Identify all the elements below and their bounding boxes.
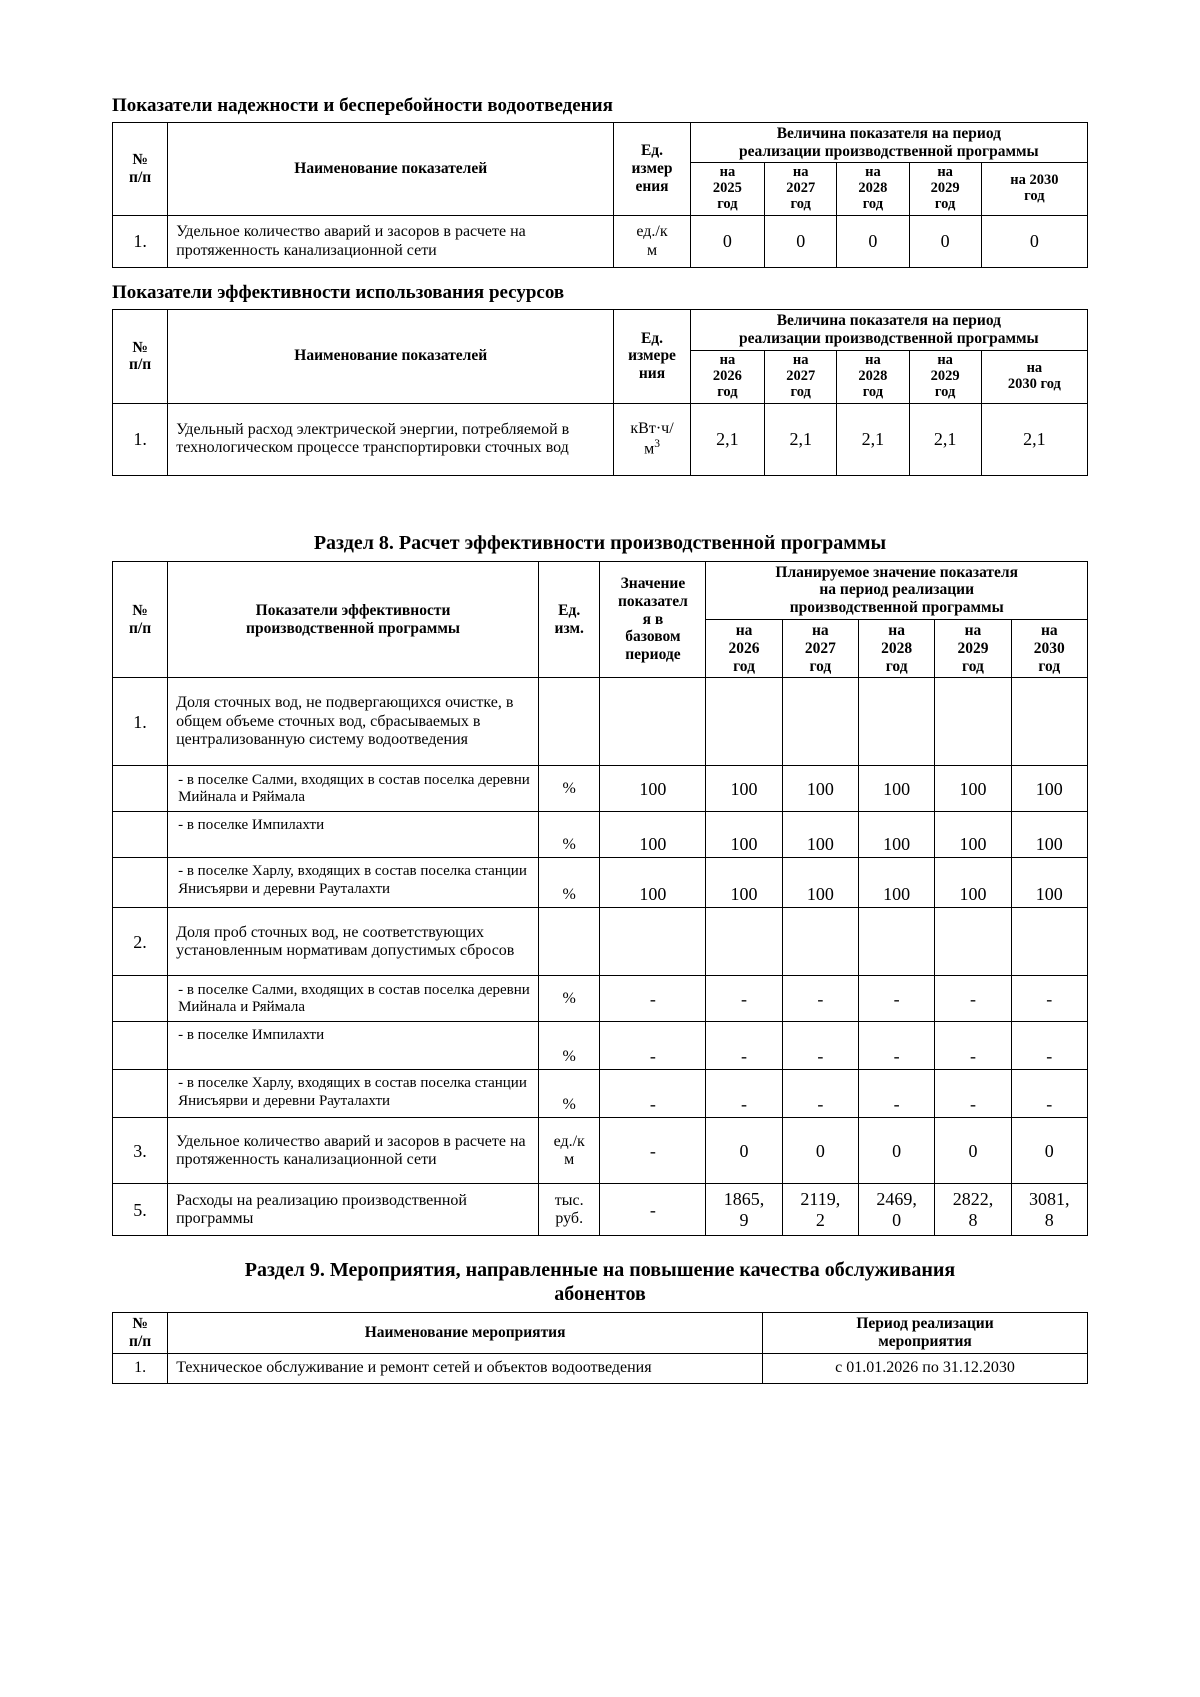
header-num: № п/п xyxy=(113,561,168,678)
row-index xyxy=(113,1022,168,1070)
row-index xyxy=(113,812,168,858)
row-index: 1. xyxy=(113,216,168,268)
row-value-2028: 0 xyxy=(859,1118,935,1184)
row-value-2030: - xyxy=(1011,1070,1087,1118)
row-unit: % xyxy=(538,812,599,858)
header-year-2029: на 2029 год xyxy=(935,620,1011,678)
section9-title: Раздел 9. Мероприятия, направленные на повышение качества обслуживания абонентов xyxy=(244,1259,956,1306)
header-year-2029: на 2029 год xyxy=(909,163,981,216)
row-value-2026: 0 xyxy=(706,1118,782,1184)
header-indicator-name: Наименование показателей xyxy=(168,122,614,215)
row-index: 2. xyxy=(113,908,168,976)
row-index xyxy=(113,858,168,908)
header-year-2026: на 2026 год xyxy=(690,350,764,403)
header-year-2027: на 2027 год xyxy=(782,620,858,678)
row-name: - в поселке Салми, входящих в состав поселка деревни Мийнала и Ряймала xyxy=(168,766,539,812)
row-value-2029: - xyxy=(935,976,1011,1022)
row-base: - xyxy=(600,976,706,1022)
row-value-2028: 100 xyxy=(859,858,935,908)
header-year-2030: на 2030 год xyxy=(981,350,1087,403)
row-value-2026: - xyxy=(706,1070,782,1118)
section9-table xyxy=(112,1312,1088,1384)
row-value-2026: - xyxy=(706,1022,782,1070)
row-base: - xyxy=(600,1022,706,1070)
row-value-2027: 0 xyxy=(782,1118,858,1184)
row-value-2026: 100 xyxy=(706,812,782,858)
row-value-2030: 100 xyxy=(1011,766,1087,812)
table-row xyxy=(113,1022,1088,1070)
row-unit: % xyxy=(538,858,599,908)
header-plan-group: Планируемое значение показателя на период реализации производственной программы xyxy=(706,561,1088,619)
header-year-2027: на 2027 год xyxy=(765,163,837,216)
row-value-2030 xyxy=(1011,908,1087,976)
row-unit: % xyxy=(538,976,599,1022)
table-row xyxy=(113,908,1088,976)
row-base: - xyxy=(600,1070,706,1118)
row-value-2027: 100 xyxy=(782,766,858,812)
row-name: Техническое обслуживание и ремонт сетей и объектов водоотведения xyxy=(168,1354,763,1384)
row-value-2027 xyxy=(782,908,858,976)
row-base: 100 xyxy=(600,766,706,812)
header-year-2026: на 2026 год xyxy=(706,620,782,678)
row-name: - в поселке Импилахти xyxy=(168,1022,539,1070)
row-value-2030: 3081, 8 xyxy=(1011,1184,1087,1236)
header-unit: Ед. изм. xyxy=(538,561,599,678)
row-value-2029: 2822, 8 xyxy=(935,1184,1011,1236)
section9-table-wrapper xyxy=(112,1312,1088,1384)
table-row xyxy=(113,1354,1088,1384)
row-name: - в поселке Харлу, входящих в состав поселка станции Янисъярви и деревни Рауталахти xyxy=(168,1070,539,1118)
row-index: 3. xyxy=(113,1118,168,1184)
row-value-2028: - xyxy=(859,1022,935,1070)
row-name: Удельное количество аварий и засоров в расчете на протяженность канализационной сети xyxy=(168,216,614,268)
header-unit: Ед. измере ния xyxy=(614,310,690,403)
header-year-2028: на 2028 год xyxy=(837,163,909,216)
header-year-2029: на 2029 год xyxy=(909,350,981,403)
row-index xyxy=(113,766,168,812)
row-value-2029: 0 xyxy=(935,1118,1011,1184)
row-value-2029: 100 xyxy=(935,858,1011,908)
row-value-2030: - xyxy=(1011,1022,1087,1070)
row-name: Удельное количество аварий и засоров в расчете на протяженность канализационной сети xyxy=(168,1118,539,1184)
section8-table xyxy=(112,561,1088,1237)
row-base: - xyxy=(600,1118,706,1184)
row-value-2026: - xyxy=(706,976,782,1022)
row-name: Доля проб сточных вод, не соответствующих установленным нормативам допустимых сбросов xyxy=(168,908,539,976)
row-value-2027: 2119, 2 xyxy=(782,1184,858,1236)
row-value-2029: 100 xyxy=(935,812,1011,858)
row-value-2029 xyxy=(935,908,1011,976)
row-unit: ед./к м xyxy=(614,216,690,268)
row-value-2027: 2,1 xyxy=(765,403,837,475)
reliability-table-wrapper xyxy=(112,122,1088,268)
reliability-section-title: Показатели надежности и бесперебойности водоотведения xyxy=(112,95,613,116)
row-value-2027: 100 xyxy=(782,858,858,908)
spacer xyxy=(112,1236,1088,1258)
row-value-2028: 100 xyxy=(859,812,935,858)
row-index: 1. xyxy=(113,403,168,475)
row-index: 1. xyxy=(113,678,168,766)
row-value-2027: - xyxy=(782,1022,858,1070)
row-value-2028: 0 xyxy=(837,216,909,268)
row-value-2026: 100 xyxy=(706,858,782,908)
table-header-row xyxy=(113,122,1088,163)
row-value-2028 xyxy=(859,908,935,976)
row-unit: % xyxy=(538,1022,599,1070)
row-value-2028: 2,1 xyxy=(837,403,909,475)
row-unit: ед./к м xyxy=(538,1118,599,1184)
header-base-period: Значение показател я в базовом периоде xyxy=(600,561,706,678)
row-base xyxy=(600,678,706,766)
header-year-2028: на 2028 год xyxy=(837,350,909,403)
header-num: № п/п xyxy=(113,122,168,215)
resources-table xyxy=(112,309,1088,475)
row-value-2027 xyxy=(782,678,858,766)
row-value-2027: - xyxy=(782,1070,858,1118)
row-name: - в поселке Харлу, входящих в состав поселка станции Янисъярви и деревни Рауталахти xyxy=(168,858,539,908)
table-header-row xyxy=(113,310,1088,351)
table-row xyxy=(113,976,1088,1022)
section8-table-wrapper xyxy=(112,561,1088,1237)
row-value-2030: 2,1 xyxy=(981,403,1087,475)
header-year-2030: на 2030 год xyxy=(981,163,1087,216)
row-value-2027: 100 xyxy=(782,812,858,858)
header-year-2027: на 2027 год xyxy=(765,350,837,403)
header-num: № п/п xyxy=(113,310,168,403)
table-row xyxy=(113,678,1088,766)
spacer xyxy=(112,476,1088,532)
row-value-2029: - xyxy=(935,1070,1011,1118)
row-value-2030: 0 xyxy=(981,216,1087,268)
row-unit: кВт·ч/ $м^3$ xyxy=(614,403,690,475)
row-value-2026: 100 xyxy=(706,766,782,812)
table-row xyxy=(113,1070,1088,1118)
row-unit: тыс. руб. xyxy=(538,1184,599,1236)
row-value-2026: 1865, 9 xyxy=(706,1184,782,1236)
header-year-2025: на 2025 год xyxy=(690,163,764,216)
row-value-2030: 0 xyxy=(1011,1118,1087,1184)
row-value-2030 xyxy=(1011,678,1087,766)
table-row xyxy=(113,858,1088,908)
row-value-2026 xyxy=(706,678,782,766)
row-index xyxy=(113,976,168,1022)
table-header-row xyxy=(113,561,1088,619)
row-unit xyxy=(538,908,599,976)
row-name: Расходы на реализацию производственной программы xyxy=(168,1184,539,1236)
row-period: с 01.01.2026 по 31.12.2030 xyxy=(762,1354,1087,1384)
row-value-2025: 0 xyxy=(690,216,764,268)
row-value-2028: 100 xyxy=(859,766,935,812)
table-header-row xyxy=(113,1313,1088,1354)
row-value-2028 xyxy=(859,678,935,766)
table-row xyxy=(113,216,1088,268)
row-value-2028: - xyxy=(859,1070,935,1118)
row-index: 1. xyxy=(113,1354,168,1384)
row-name: Доля сточных вод, не подвергающихся очистке, в общем объеме сточных вод, сбрасываемых в централизованную систему водоотведения xyxy=(168,678,539,766)
table-row xyxy=(113,1184,1088,1236)
header-unit: Ед. измер ения xyxy=(614,122,690,215)
header-period: Период реализации мероприятия xyxy=(762,1313,1087,1354)
row-value-2029: - xyxy=(935,1022,1011,1070)
row-name: Удельный расход электрической энергии, потребляемой в технологическом процессе транспортировки сточных вод xyxy=(168,403,614,475)
row-value-2029: 0 xyxy=(909,216,981,268)
row-value-2029: 100 xyxy=(935,766,1011,812)
row-name: - в поселке Импилахти xyxy=(168,812,539,858)
header-value-group: Величина показателя на период реализации производственной программы xyxy=(690,310,1087,351)
table-row xyxy=(113,403,1088,475)
resources-section-title: Показатели эффективности использования ресурсов xyxy=(112,282,565,304)
row-value-2026 xyxy=(706,908,782,976)
row-value-2028: - xyxy=(859,976,935,1022)
header-indicator-name: Наименование показателей xyxy=(168,310,614,403)
row-value-2027: - xyxy=(782,976,858,1022)
header-year-2028: на 2028 год xyxy=(859,620,935,678)
header-num: № п/п xyxy=(113,1313,168,1354)
row-value-2027: 0 xyxy=(765,216,837,268)
row-unit: % xyxy=(538,766,599,812)
section8-title: Раздел 8. Расчет эффективности производственной программы xyxy=(313,531,887,554)
table-row xyxy=(113,766,1088,812)
row-base xyxy=(600,908,706,976)
row-value-2030: 100 xyxy=(1011,812,1087,858)
reliability-table xyxy=(112,122,1088,268)
header-value-group: Величина показателя на период реализации производственной программы xyxy=(690,122,1087,163)
header-indicator-name: Показатели эффективности производственной программы xyxy=(168,561,539,678)
header-year-2030: на 2030 год xyxy=(1011,620,1087,678)
table-row xyxy=(113,812,1088,858)
table-row xyxy=(113,1118,1088,1184)
row-value-2030: - xyxy=(1011,976,1087,1022)
row-base: 100 xyxy=(600,858,706,908)
row-value-2026: 2,1 xyxy=(690,403,764,475)
row-value-2028: 2469, 0 xyxy=(859,1184,935,1236)
row-base: 100 xyxy=(600,812,706,858)
row-value-2029 xyxy=(935,678,1011,766)
row-unit: % xyxy=(538,1070,599,1118)
row-value-2030: 100 xyxy=(1011,858,1087,908)
row-index: 5. xyxy=(113,1184,168,1236)
row-unit xyxy=(538,678,599,766)
row-name: - в поселке Салми, входящих в состав поселка деревни Мийнала и Ряймала xyxy=(168,976,539,1022)
spacer xyxy=(112,268,1088,282)
row-base: - xyxy=(600,1184,706,1236)
resources-table-wrapper xyxy=(112,309,1088,475)
header-measure-name: Наименование мероприятия xyxy=(168,1313,763,1354)
row-index xyxy=(113,1070,168,1118)
row-value-2029: 2,1 xyxy=(909,403,981,475)
